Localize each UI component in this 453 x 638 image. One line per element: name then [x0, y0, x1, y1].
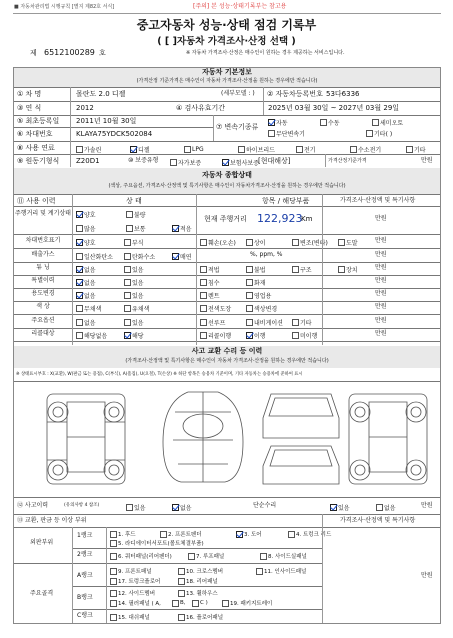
special-history-state: 없음 있음: [76, 278, 172, 287]
transmission-label: ⑦ 변속기종류: [216, 123, 259, 131]
exchange-header: ⑬ 교환, 판금 등 이상 부위: [17, 517, 87, 524]
car-name-label: ① 차 명: [17, 90, 42, 98]
rankA-items-b: 17. 트렁크플로어 18. 리어패널: [110, 577, 224, 585]
accident-history-sub: (유의사항 4 참조): [64, 503, 100, 508]
rank2-label: 2랭크: [77, 551, 93, 558]
fuel-label: ⑧ 사용 연료: [17, 144, 55, 152]
insurer-name: [현대해상]: [258, 157, 291, 165]
vin-marking-state: 양호 부식: [76, 238, 172, 247]
rankB-items-b: 14. 필러패널 ( A, B, C ) 19. 패키지트레이: [110, 599, 278, 607]
doc-no-suffix: 호: [99, 49, 106, 57]
warranty-type-label: ⑩ 보증유형: [128, 157, 159, 164]
year-label: ③ 연 식: [17, 104, 42, 112]
basic-info-title: 자동차 기본정보: [202, 68, 252, 76]
color-label: 색 상: [36, 303, 50, 310]
price-header: 가격조사·산정액 및 특기사항: [340, 197, 416, 204]
current-mileage-label: 현재 주행거리: [204, 215, 247, 223]
rank2-items: 6. 쿼터패널(리어펜더) 7. 루프패널 8. 사이드실패널: [110, 552, 313, 560]
emission-price: 만원: [375, 251, 387, 258]
vin-value: KLAYA75YDCK502084: [76, 130, 153, 138]
recall-state: 해당없음 해당: [76, 331, 172, 340]
usage-history-label: ⑪ 사용 이력: [17, 197, 56, 205]
document-subtitle: ( [ ]자동차 가격조사·산정 선택 ): [157, 36, 296, 47]
vin-marking-price: 만원: [375, 237, 387, 244]
vin-marking-detail: 훼손(오손) 상이 변조(변타) 도말: [200, 238, 384, 247]
rankB-label: B랭크: [77, 594, 93, 601]
emission-label: 배출가스: [31, 251, 55, 258]
accident-price-unit: 만원: [421, 502, 433, 509]
emission-values: %, ppm, %: [250, 251, 283, 258]
color-state: 무채색 유채색: [76, 304, 172, 313]
mileage-label: 주행거리 및 계기상태: [15, 210, 71, 217]
first-reg-value: 2011년 10월 30일: [76, 117, 137, 125]
form-frame: [13, 67, 441, 624]
form-caption: ■ 자동차관리법 시행규칙 [별지 제82호 서식]: [14, 4, 115, 10]
exchange-price-unit: 만원: [421, 572, 433, 579]
accident-note: (가격조사·산정액 및 특기사항은 매수인이 자동차 가격조사·산정을 원하는 경우에만 적습니다): [125, 358, 329, 364]
simple-repair-options: 있음 없음: [330, 503, 402, 512]
mileage-unit: Km: [301, 215, 313, 223]
state-header: 상 태: [126, 197, 142, 205]
overall-status-title: 자동차 종합상태: [202, 171, 252, 179]
mileage-price: 만원: [375, 215, 387, 222]
inspection-valid-label: ④ 검사유효기간: [176, 104, 226, 112]
tuning-price: 만원: [375, 264, 387, 271]
recall-label: 리콜대상: [31, 330, 55, 337]
plate-number: 53다6336: [326, 90, 360, 98]
price-basis-unit: 만원: [421, 157, 433, 164]
simple-repair-label: 단순수리: [253, 502, 277, 509]
vin-marking-label: 차대번호표기: [25, 237, 61, 244]
car-name: 몰란도 2.0 디젤: [76, 90, 126, 98]
rankB-items-a: 12. 사이드멤버 13. 휠하우스: [110, 589, 224, 597]
accident-history-options: 있음 없음: [126, 503, 198, 512]
main-options-detail: 선루프 내비게이션 기타: [200, 318, 338, 327]
car-detail-model: (세부모델 : ): [221, 90, 255, 97]
rankC-items: 15. 대쉬패널 16. 플로어패널: [110, 613, 229, 621]
main-frame-label: 주요골격: [30, 590, 54, 597]
first-reg-label: ⑤ 최초등록일: [17, 117, 60, 125]
overall-status-note: (색상, 주요옵션, 가격조사·산정액 및 특기사항은 매수인이 자동차가격조사·산정을 원하는 경우에만 적습니다): [108, 183, 346, 189]
main-options-state: 없음 있음: [76, 318, 172, 327]
trans-row1: 자동 수동 세미오토: [268, 118, 409, 127]
year-value: 2012: [76, 104, 94, 112]
recall-price: 만원: [375, 330, 387, 337]
notice-text: [주의] 본 성능·상태기록부는 참고용: [193, 3, 287, 10]
special-history-label: 특별이력: [31, 277, 55, 284]
rank1-items-a: 1. 후드 2. 프론트펜더 3. 도어 4. 트렁크 리드: [110, 530, 337, 538]
outer-panel-label: 외판부위: [30, 539, 54, 546]
special-history-detail: 침수 화재: [200, 278, 292, 287]
exchange-price-header: 가격조사·산정액 및 특기사항: [340, 517, 416, 524]
current-mileage-value: 122,923: [257, 212, 303, 225]
engine-type-label: ⑨ 원동기형식: [17, 157, 60, 165]
emission-state: 일산화탄소 탄화수소 매연: [76, 252, 220, 261]
recall-detail: 리콜이행 이행 미이행: [200, 331, 338, 340]
accident-legend: ※ 상태표시부호 : X(교환), W(판금 또는 용접), C(부식), A(흠집), U(요철), T(손상) ※ 하단 항목은 승용차 기준이며, 기타 자동차는 승용차에 준하여 표시: [16, 372, 303, 377]
color-price: 만원: [375, 303, 387, 310]
usage-change-price: 만원: [375, 290, 387, 297]
rank1-label: 1랭크: [77, 532, 93, 539]
doc-no-label: 제: [30, 49, 37, 57]
fuel-options: 가솔린 디젤 LPG 하이브리드 전기 수소전기 기타: [76, 145, 432, 154]
color-detail: 전색도장 색상변경: [200, 304, 292, 313]
gauge-state: 양호 불량: [76, 210, 152, 219]
engine-type-value: Z20D1: [76, 157, 100, 165]
detail-header: 항목 / 해당부품: [262, 197, 310, 205]
warranty-options: 자가보증 보험사보증: [170, 158, 265, 167]
document-title: 중고자동차 성능·상태 점검 기록부: [136, 18, 317, 32]
vin-label: ⑥ 차대번호: [17, 130, 53, 138]
service-note: ※ 자동차 가격조사·산정은 매수인이 원하는 경우 제공하는 서비스입니다.: [186, 50, 345, 56]
mileage-level: 많음 보통 적음: [76, 224, 198, 233]
basic-info-note: (가격산정 기준가격은 매수인이 자동차 가격조사·산정을 원하는 경우에만 적습니다): [136, 78, 318, 84]
tuning-label: 튜 닝: [36, 264, 50, 271]
usage-change-detail: 렌트 영업용: [200, 291, 292, 300]
inspection-valid-value: 2025년 03월 30일 ~ 2027년 03월 29일: [268, 104, 400, 112]
usage-change-state: 없음 있음: [76, 291, 172, 300]
special-history-price: 만원: [375, 277, 387, 284]
plate-label: ② 자동차등록번호: [267, 90, 323, 98]
accident-title: 사고 교환 수리 등 이력: [191, 347, 263, 355]
tuning-state: 없음 있음: [76, 265, 172, 274]
main-options-label: 주요옵션: [31, 317, 55, 324]
rankA-label: A랭크: [77, 572, 93, 579]
rank1-items-b: 5. 라디에이터서포트(볼트체결부품): [110, 539, 210, 547]
doc-no: 6512100289: [44, 48, 95, 57]
tuning-detail: 적법 불법 구조 장치: [200, 265, 384, 274]
rankA-items-a: 9. 프론트패널 10. 크로스멤버 11. 인사이드패널: [110, 567, 312, 575]
accident-history-label: ⑫ 사고이력: [17, 502, 49, 509]
price-basis-label: 가격산정기준가격: [328, 158, 367, 164]
rankC-label: C랭크: [77, 612, 93, 619]
main-options-price: 만원: [375, 317, 387, 324]
trans-row2: 무단변속기 기타( ): [268, 129, 398, 138]
usage-change-label: 용도변경: [31, 290, 55, 297]
